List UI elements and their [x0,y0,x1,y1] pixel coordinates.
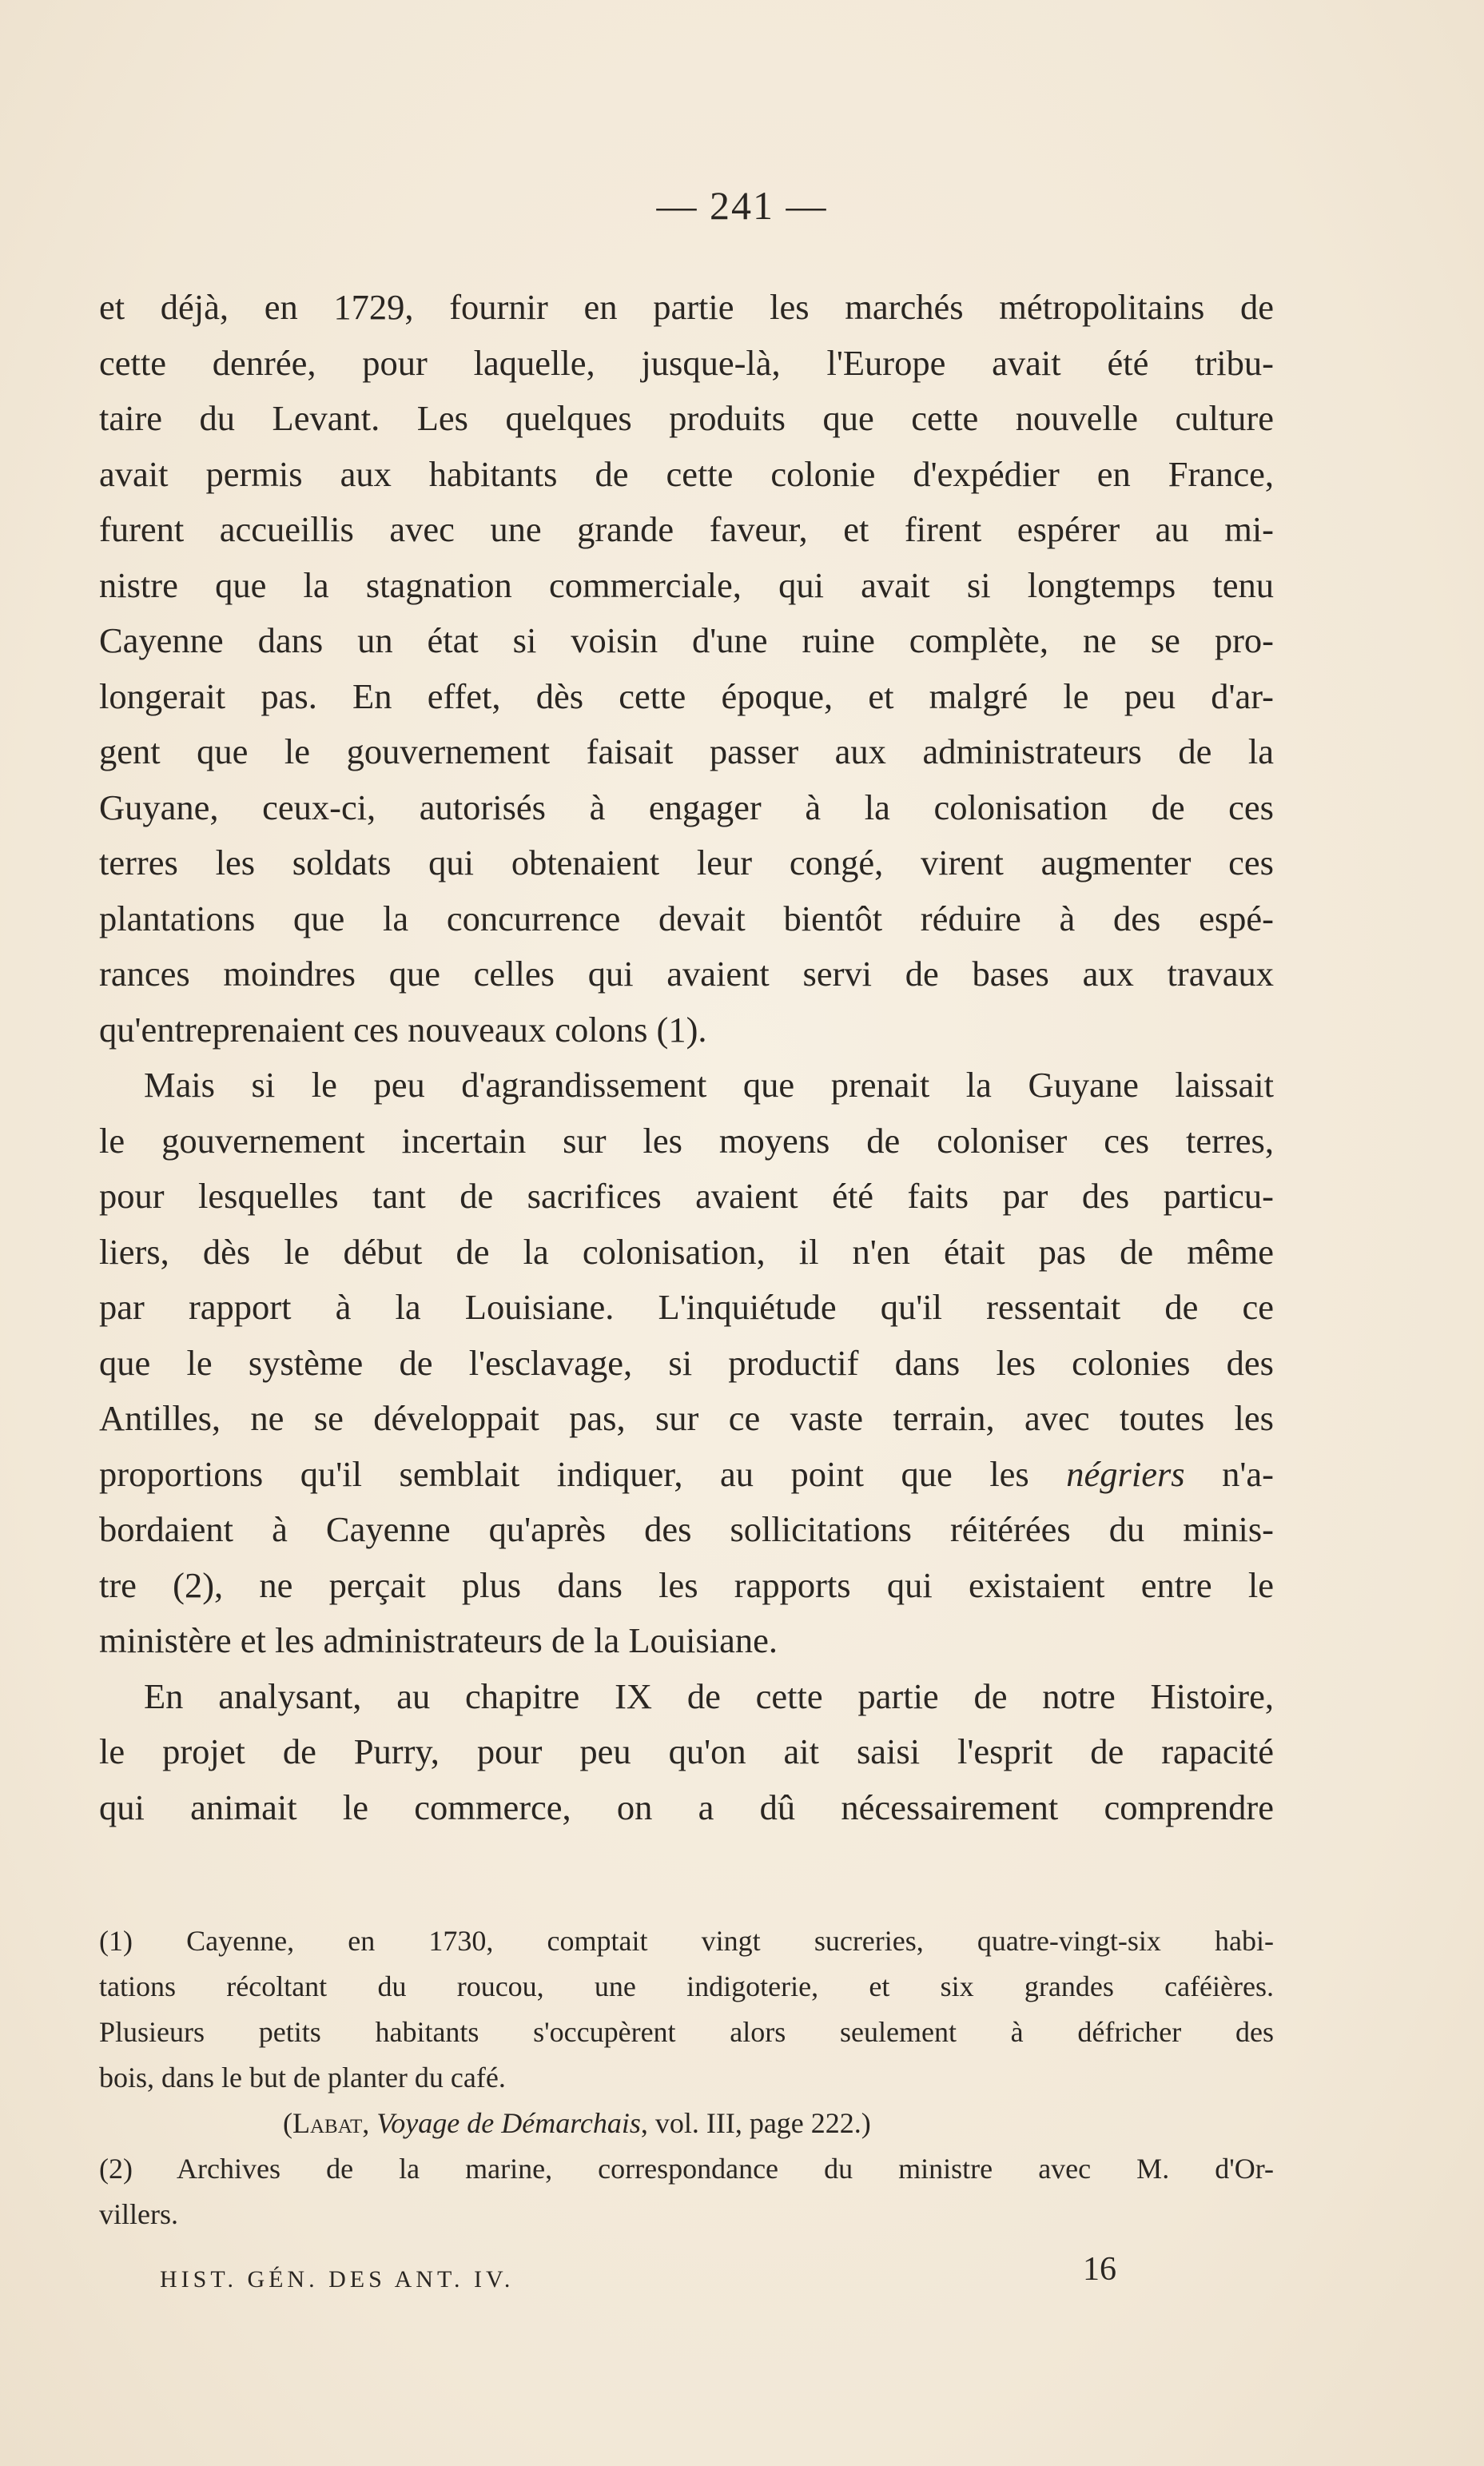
text-line: longerait pas. En effet, dès cette époque, et malgré le peu d'ar- [99,675,1274,716]
printer-signature: HIST. GÉN. DES ANT. IV. [160,2266,515,2293]
text-line: gent que le gouvernement faisait passer aux administrateurs de la [99,731,1274,771]
text-line: Guyane, ceux-ci, autorisés à engager à la colonisation de ces [99,787,1274,827]
text-line: avait permis aux habitants de cette colonie d'expédier en France, [99,453,1274,494]
text-line: rances moindres que celles qui avaient servi de bases aux travaux [99,954,1274,994]
main-text [99,280,1274,1835]
sheet-number: 16 [1083,2251,1116,2288]
citation-title: Voyage de Démarchais [376,2107,641,2139]
text-line: et déjà, en 1729, fournir en partie les marchés métropolitains de [99,287,1274,327]
text-line: terres les soldats qui obtenaient leur congé, virent augmenter ces [99,843,1274,882]
text-segment: n'a- [1184,1453,1274,1494]
citation-author: Labat [292,2107,363,2139]
text-line: par rapport à la Louisiane. L'inquiétude qu'il ressentait de ce [99,1287,1274,1327]
text-line: bordaient à Cayenne qu'après des sollicitations réitérées du minis- [99,1509,1274,1549]
text-line: pour lesquelles tant de sacrifices avaient été faits par des particu- [99,1176,1274,1216]
text-line: le gouvernement incertain sur les moyens de coloniser ces terres, [99,1120,1274,1161]
text-line: Cayenne dans un état si voisin d'une ruine complète, ne se pro- [99,620,1274,660]
text-line [99,1447,1274,1503]
text-line: que le système de l'esclavage, si productif dans les colonies des [99,1342,1274,1383]
page-number: — 241 — [656,183,828,228]
citation-open: ( [283,2107,292,2139]
footnotes [99,1918,1274,2237]
footnote-line: Plusieurs petits habitants s'occupèrent alors seulement à défricher des [99,2016,1274,2048]
text-line: tre (2), ne perçait plus dans les rapports qui existaient entre le [99,1564,1274,1605]
text-line: furent accueillis avec une grande faveur, et firent espérer au mi- [99,509,1274,549]
footnote-line: (1) Cayenne, en 1730, comptait vingt sucreries, quatre-vingt-six habi- [99,1925,1274,1957]
text-line: Mais si le peu d'agrandissement que prenait la Guyane laissait [144,1065,1274,1105]
text-line: qui animait le commerce, on a dû nécessairement comprendre [99,1787,1274,1827]
text-line: nistre que la stagnation commerciale, qui avait si longtemps tenu [99,564,1274,605]
citation-separator: , [362,2107,377,2139]
text-line: ministère et les administrateurs de la Louisiane. [99,1620,778,1660]
paragraph-1 [99,280,1274,1058]
text-line: En analysant, au chapitre IX de cette partie de notre Histoire, [144,1675,1274,1716]
text-segment: proportions qu'il semblait indiquer, au point que les [99,1453,1067,1494]
italic-term: négriers [1066,1453,1185,1494]
footnote-line: villers. [99,2198,178,2230]
text-line: Antilles, ne se développait pas, sur ce vaste terrain, avec toutes les [99,1398,1274,1438]
footnote-citation [99,2101,1274,2146]
text-line: taire du Levant. Les quelques produits que cette nouvelle culture [99,398,1274,438]
text-line: le projet de Purry, pour peu qu'on ait saisi l'esprit de rapacité [99,1731,1274,1771]
paragraph-3 [99,1669,1274,1836]
text-line: qu'entreprenaient ces nouveaux colons (1). [99,1009,707,1050]
footnote-line: tations récoltant du roucou, une indigoterie, et six grandes caféières. [99,1970,1274,2002]
text-line: plantations que la concurrence devait bientôt réduire à des espé- [99,898,1274,938]
footnote-line: (2) Archives de la marine, correspondance du ministre avec M. d'Or- [99,2153,1274,2185]
text-line: liers, dès le début de la colonisation, il n'en était pas de même [99,1231,1274,1272]
footnote-line: bois, dans le but de planter du café. [99,2062,506,2094]
paragraph-2 [99,1058,1274,1669]
citation-rest: , vol. III, page 222.) [640,2107,871,2139]
text-line: cette denrée, pour laquelle, jusque-là, l'Europe avait été tribu- [99,342,1274,383]
